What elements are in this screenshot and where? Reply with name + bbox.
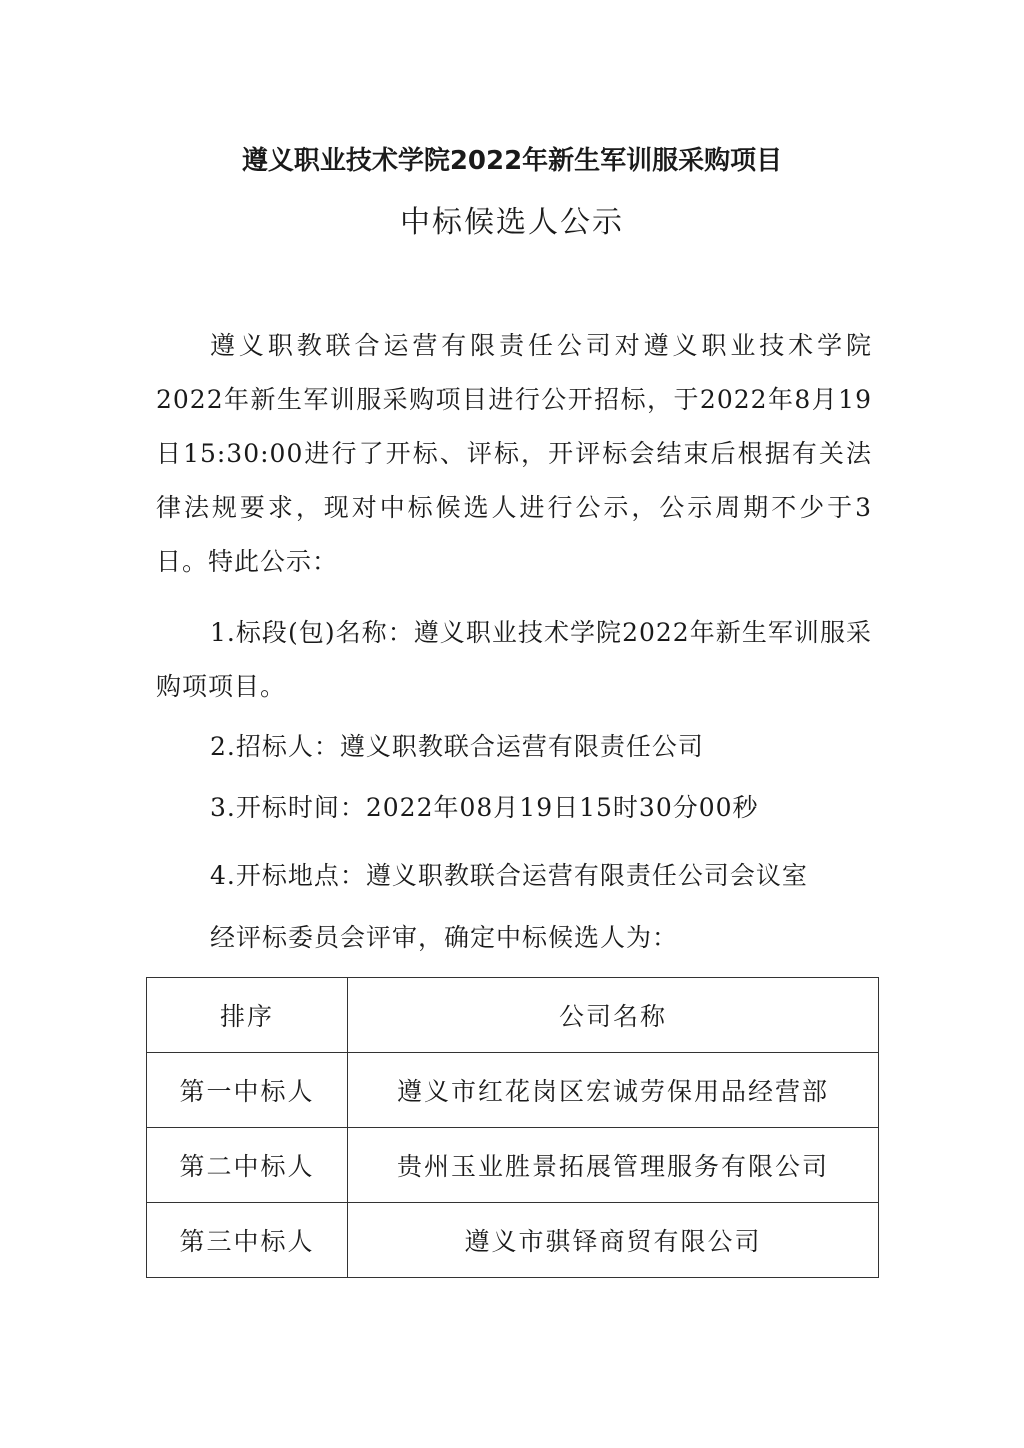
- document-title: 遵义职业技术学院2022年新生军训服采购项目: [241, 146, 783, 176]
- candidates-table: [146, 977, 879, 1278]
- intro-paragraph: 遵义职教联合运营有限责任公司对遵义职业技术学院2022年新生军训服采购项目进行公开招标，于2022年8月19日15:30:00进行了开标、评标，开评标会结束后根据有关法律法规要求，现对中标候选人进行公示，公示周期不少于3日。特此公示：: [156, 331, 872, 576]
- company-cell: 遵义市骐铎商贸有限公司: [348, 1203, 879, 1278]
- rank-cell: 第一中标人: [147, 1053, 348, 1128]
- conclusion-paragraph: 经评标委员会评审，确定中标候选人为：: [210, 923, 679, 952]
- item-opening-location: 4.开标地点：遵义职教联合运营有限责任公司会议室: [210, 861, 808, 890]
- table-row: [147, 1203, 879, 1278]
- table-row: [147, 1053, 879, 1128]
- rank-cell: 第二中标人: [147, 1128, 348, 1203]
- item-tenderer: 2.招标人：遵义职教联合运营有限责任公司: [210, 732, 704, 761]
- item-opening-time: 3.开标时间：2022年08月19日15时30分00秒: [210, 793, 759, 822]
- table-row: [147, 1128, 879, 1203]
- table-header-row: [147, 978, 879, 1053]
- company-cell: 贵州玉业胜景拓展管理服务有限公司: [348, 1128, 879, 1203]
- document-subtitle: 中标候选人公示: [400, 205, 624, 240]
- header-rank: 排序: [147, 978, 348, 1053]
- company-cell: 遵义市红花岗区宏诚劳保用品经营部: [348, 1053, 879, 1128]
- item-lot-name: 1.标段(包)名称：遵义职业技术学院2022年新生军训服采购项项目。: [156, 618, 872, 701]
- header-company: 公司名称: [348, 978, 879, 1053]
- rank-cell: 第三中标人: [147, 1203, 348, 1278]
